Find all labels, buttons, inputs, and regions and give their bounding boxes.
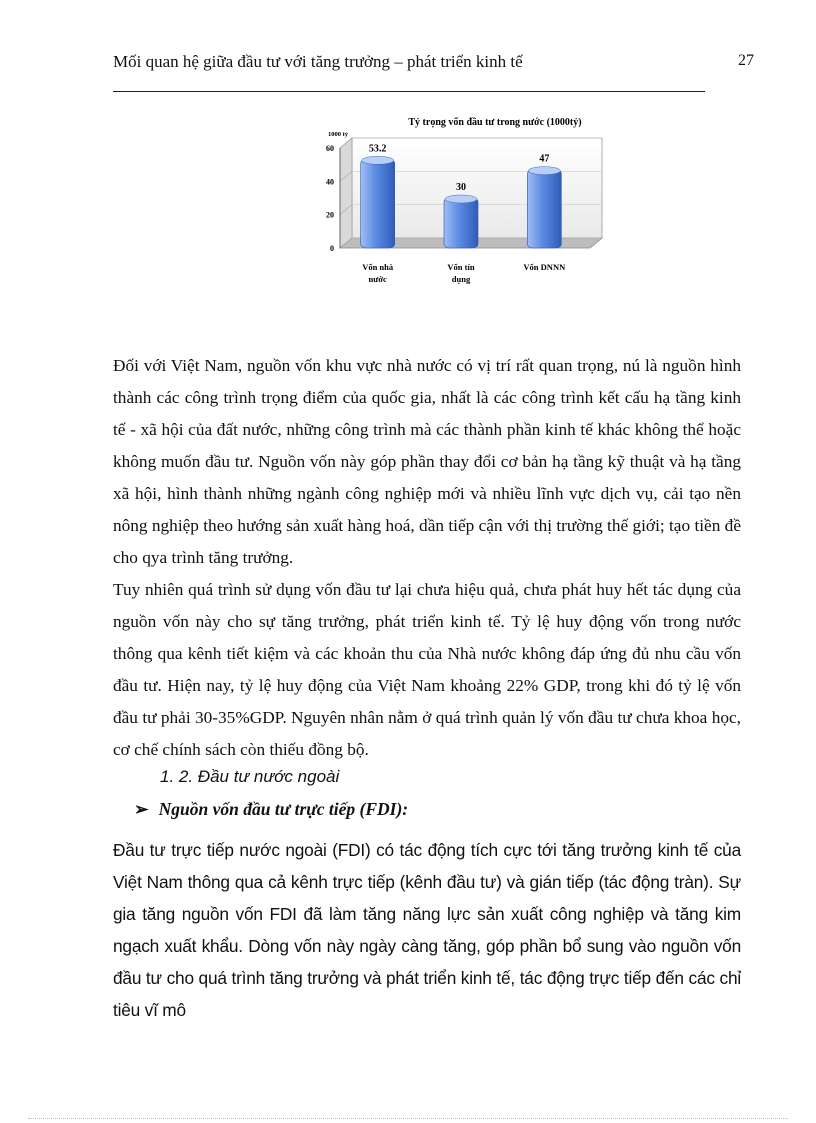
paragraph-fdi: Đầu tư trực tiếp nước ngoài (FDI) có tác động tích cực tới tăng trưởng kinh tế của Việt Nam thông qua cả kênh trực tiếp (kênh đầu tư) và gián tiếp (tác động tràn). Sự gia tăng nguồn vốn FDI đã làm tăng năng lực sản xuất công nghiệp và tăng kim ngạch xuất khẩu. Dòng vốn này ngày càng tăng, góp phần bổ sung vào nguồn vốn đầu tư cho quá trình tăng trưởng và phát triển kinh tế, tác động trực tiếp đến các chỉ tiêu vĩ mô (113, 840, 741, 1020)
chart-bar (527, 170, 561, 248)
header-rule (113, 91, 705, 92)
chart-bar (361, 159, 395, 248)
chart-value-label: 47 (539, 153, 550, 165)
section-heading-foreign-investment: 1. 2. Đầu tư nước ngoài (160, 767, 340, 786)
arrow-bullet-icon: ➢ (134, 799, 149, 819)
bullet-heading-fdi (134, 799, 408, 820)
chart-side-wall (340, 138, 352, 248)
chart-bar-top (362, 156, 394, 164)
chart-bar (444, 198, 478, 248)
chart-y-tick-label: 40 (326, 177, 334, 187)
chart-category-label: Vốn nhà nước (362, 262, 394, 284)
chart-bar-top (528, 167, 560, 175)
chart-category-label: Vốn tín dụng (447, 262, 475, 284)
investment-share-chart (305, 108, 645, 308)
page-number: 27 (738, 52, 754, 69)
chart-value-label: 53.2 (368, 143, 387, 155)
chart-bar-top (445, 195, 477, 203)
paragraph-capital-efficiency: Tuy nhiên quá trình sử dụng vốn đầu tư lại chưa hiệu quả, chưa phát huy hết tác dụng của nguồn vốn này cho sự tăng trưởng, phát triển kinh tế. Tỷ lệ huy động vốn trong nước thông qua kênh tiết kiệm và các khoản thu của Nhà nước không đáp ứng đủ nhu cầu vốn đầu tư. Hiện nay, tỷ lệ huy động của Việt Nam khoảng 22% GDP, trong khi đó tỷ lệ vốn đầu tư phải 30-35%GDP. Nguyên nhân nằm ở quá trình quản lý vốn đầu tư chưa khoa học, cơ chế chính sách còn thiếu đồng bộ. (113, 580, 741, 759)
chart-value-label: 30 (456, 182, 466, 193)
running-header: Mối quan hệ giữa đầu tư với tăng trưởng – phát triển kinh tế (113, 52, 523, 71)
bullet-heading-text: Nguồn vốn đầu tư trực tiếp (FDI): (158, 799, 409, 819)
chart-y-tick-label: 20 (326, 210, 334, 220)
chart-y-tick-label: 60 (326, 144, 334, 153)
chart-y-tick-label: 0 (330, 244, 334, 253)
paragraph-state-capital: Đối với Việt Nam, nguồn vốn khu vực nhà nước có vị trí rất quan trọng, nú là nguồn hình thành các công trình trọng điểm của quốc gia, nhất là các công trình kết cấu hạ tầng kinh tế - xã hội của đất nước, những công trình mà các thành phần kinh tế khác không thể hoặc không muốn đầu tư. Nguồn vốn này góp phần thay đổi cơ bản hạ tầng kỹ thuật và hạ tầng xã hội, hình thành những ngành công nghiệp mới và nhiều lĩnh vực dịch vụ, cải tạo nền nông nghiệp theo hướng sản xuất hàng hoá, dần tiếp cận với thị trường thế giới; tạo tiền đề cho qya trình tăng trưởng. (113, 356, 741, 567)
chart-title: Tỷ trọng vốn đầu tư trong nước (1000tỷ) (408, 117, 582, 128)
chart-y-axis-label: 1000 tỷ (328, 131, 349, 138)
chart-category-label: Vốn DNNN (523, 262, 566, 272)
footer-rule (28, 1118, 788, 1119)
